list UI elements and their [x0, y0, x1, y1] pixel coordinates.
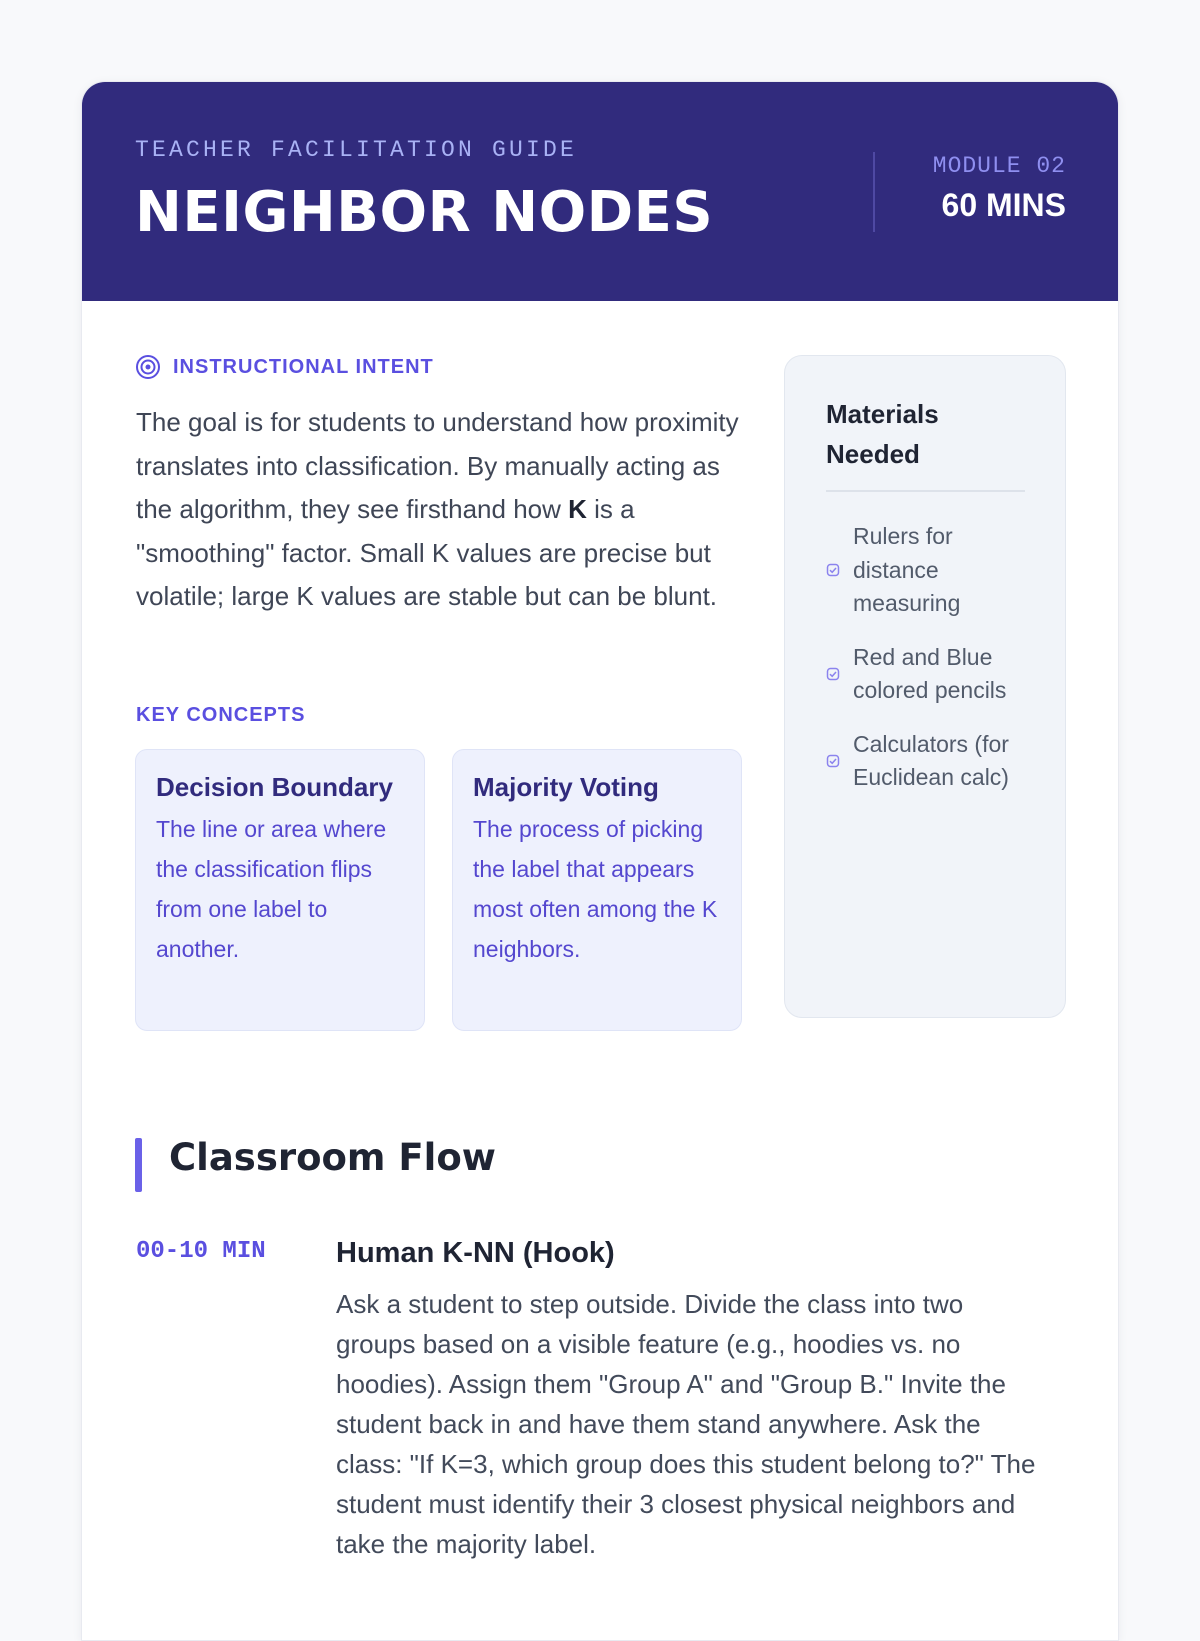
concept-description: The process of picking the label that appears most often among the K neighbors. — [473, 816, 718, 962]
module-label: MODULE 02 — [932, 153, 1066, 179]
material-label: Calculators (for Euclidean calc) — [853, 730, 1009, 790]
concept-description: The line or area where the classification flips from one label to another. — [156, 816, 387, 962]
step-title: Human K-NN (Hook) — [336, 1237, 615, 1269]
section-accent-bar — [135, 1138, 142, 1192]
materials-panel — [784, 355, 1066, 1018]
intent-text — [136, 401, 746, 619]
concept-card-decision-boundary — [135, 749, 425, 1031]
concept-title: Majority Voting — [473, 772, 659, 802]
classroom-flow-title: Classroom Flow — [169, 1136, 496, 1179]
header-divider — [873, 152, 875, 232]
concept-card-majority-voting — [452, 749, 742, 1031]
materials-list — [826, 520, 1025, 795]
list-item — [826, 728, 1025, 795]
check-square-icon — [826, 563, 840, 577]
intent-label: INSTRUCTIONAL INTENT — [173, 355, 434, 378]
concept-title: Decision Boundary — [156, 772, 393, 802]
step-description: Ask a student to step outside. Divide the class into two groups based on a visible feature (e.g., hoodies vs. no hoodies). Assign them "Group A" and "Group B." Invite the student back in and have them stand anywhere. Ask the class: "If K=3, which group does this student belong to?" The student must identify their 3 closest physical neighbors and take the majority label. — [336, 1289, 1036, 1559]
material-label: Red and Blue colored pencils — [853, 643, 1007, 703]
intent-text-bold: K — [568, 494, 587, 524]
material-label: Rulers for distance measuring — [853, 523, 961, 616]
guide-card — [81, 81, 1119, 1641]
list-item — [826, 520, 1025, 621]
materials-title: Materials Needed — [826, 394, 1025, 492]
check-square-icon — [826, 667, 840, 681]
target-icon — [135, 354, 161, 380]
list-item — [826, 641, 1025, 708]
guide-eyebrow: TEACHER FACILITATION GUIDE — [135, 137, 578, 163]
guide-header — [82, 82, 1118, 301]
step-time: 00-10 MIN — [136, 1238, 266, 1265]
key-concepts-label: KEY CONCEPTS — [136, 704, 306, 726]
intent-heading — [135, 354, 434, 380]
intent-text-part: is a "smoothing" factor. Small K values are precise but volatile; large K values are stable but can be blunt. — [136, 494, 718, 611]
check-square-icon — [826, 754, 840, 768]
duration-label: 60 MINS — [941, 187, 1066, 223]
intent-text-part: The goal is for students to understand how proximity translates into classification. By manually acting as the algorithm, they see firsthand how — [136, 407, 739, 524]
guide-title: NEIGHBOR NODES — [135, 180, 714, 245]
